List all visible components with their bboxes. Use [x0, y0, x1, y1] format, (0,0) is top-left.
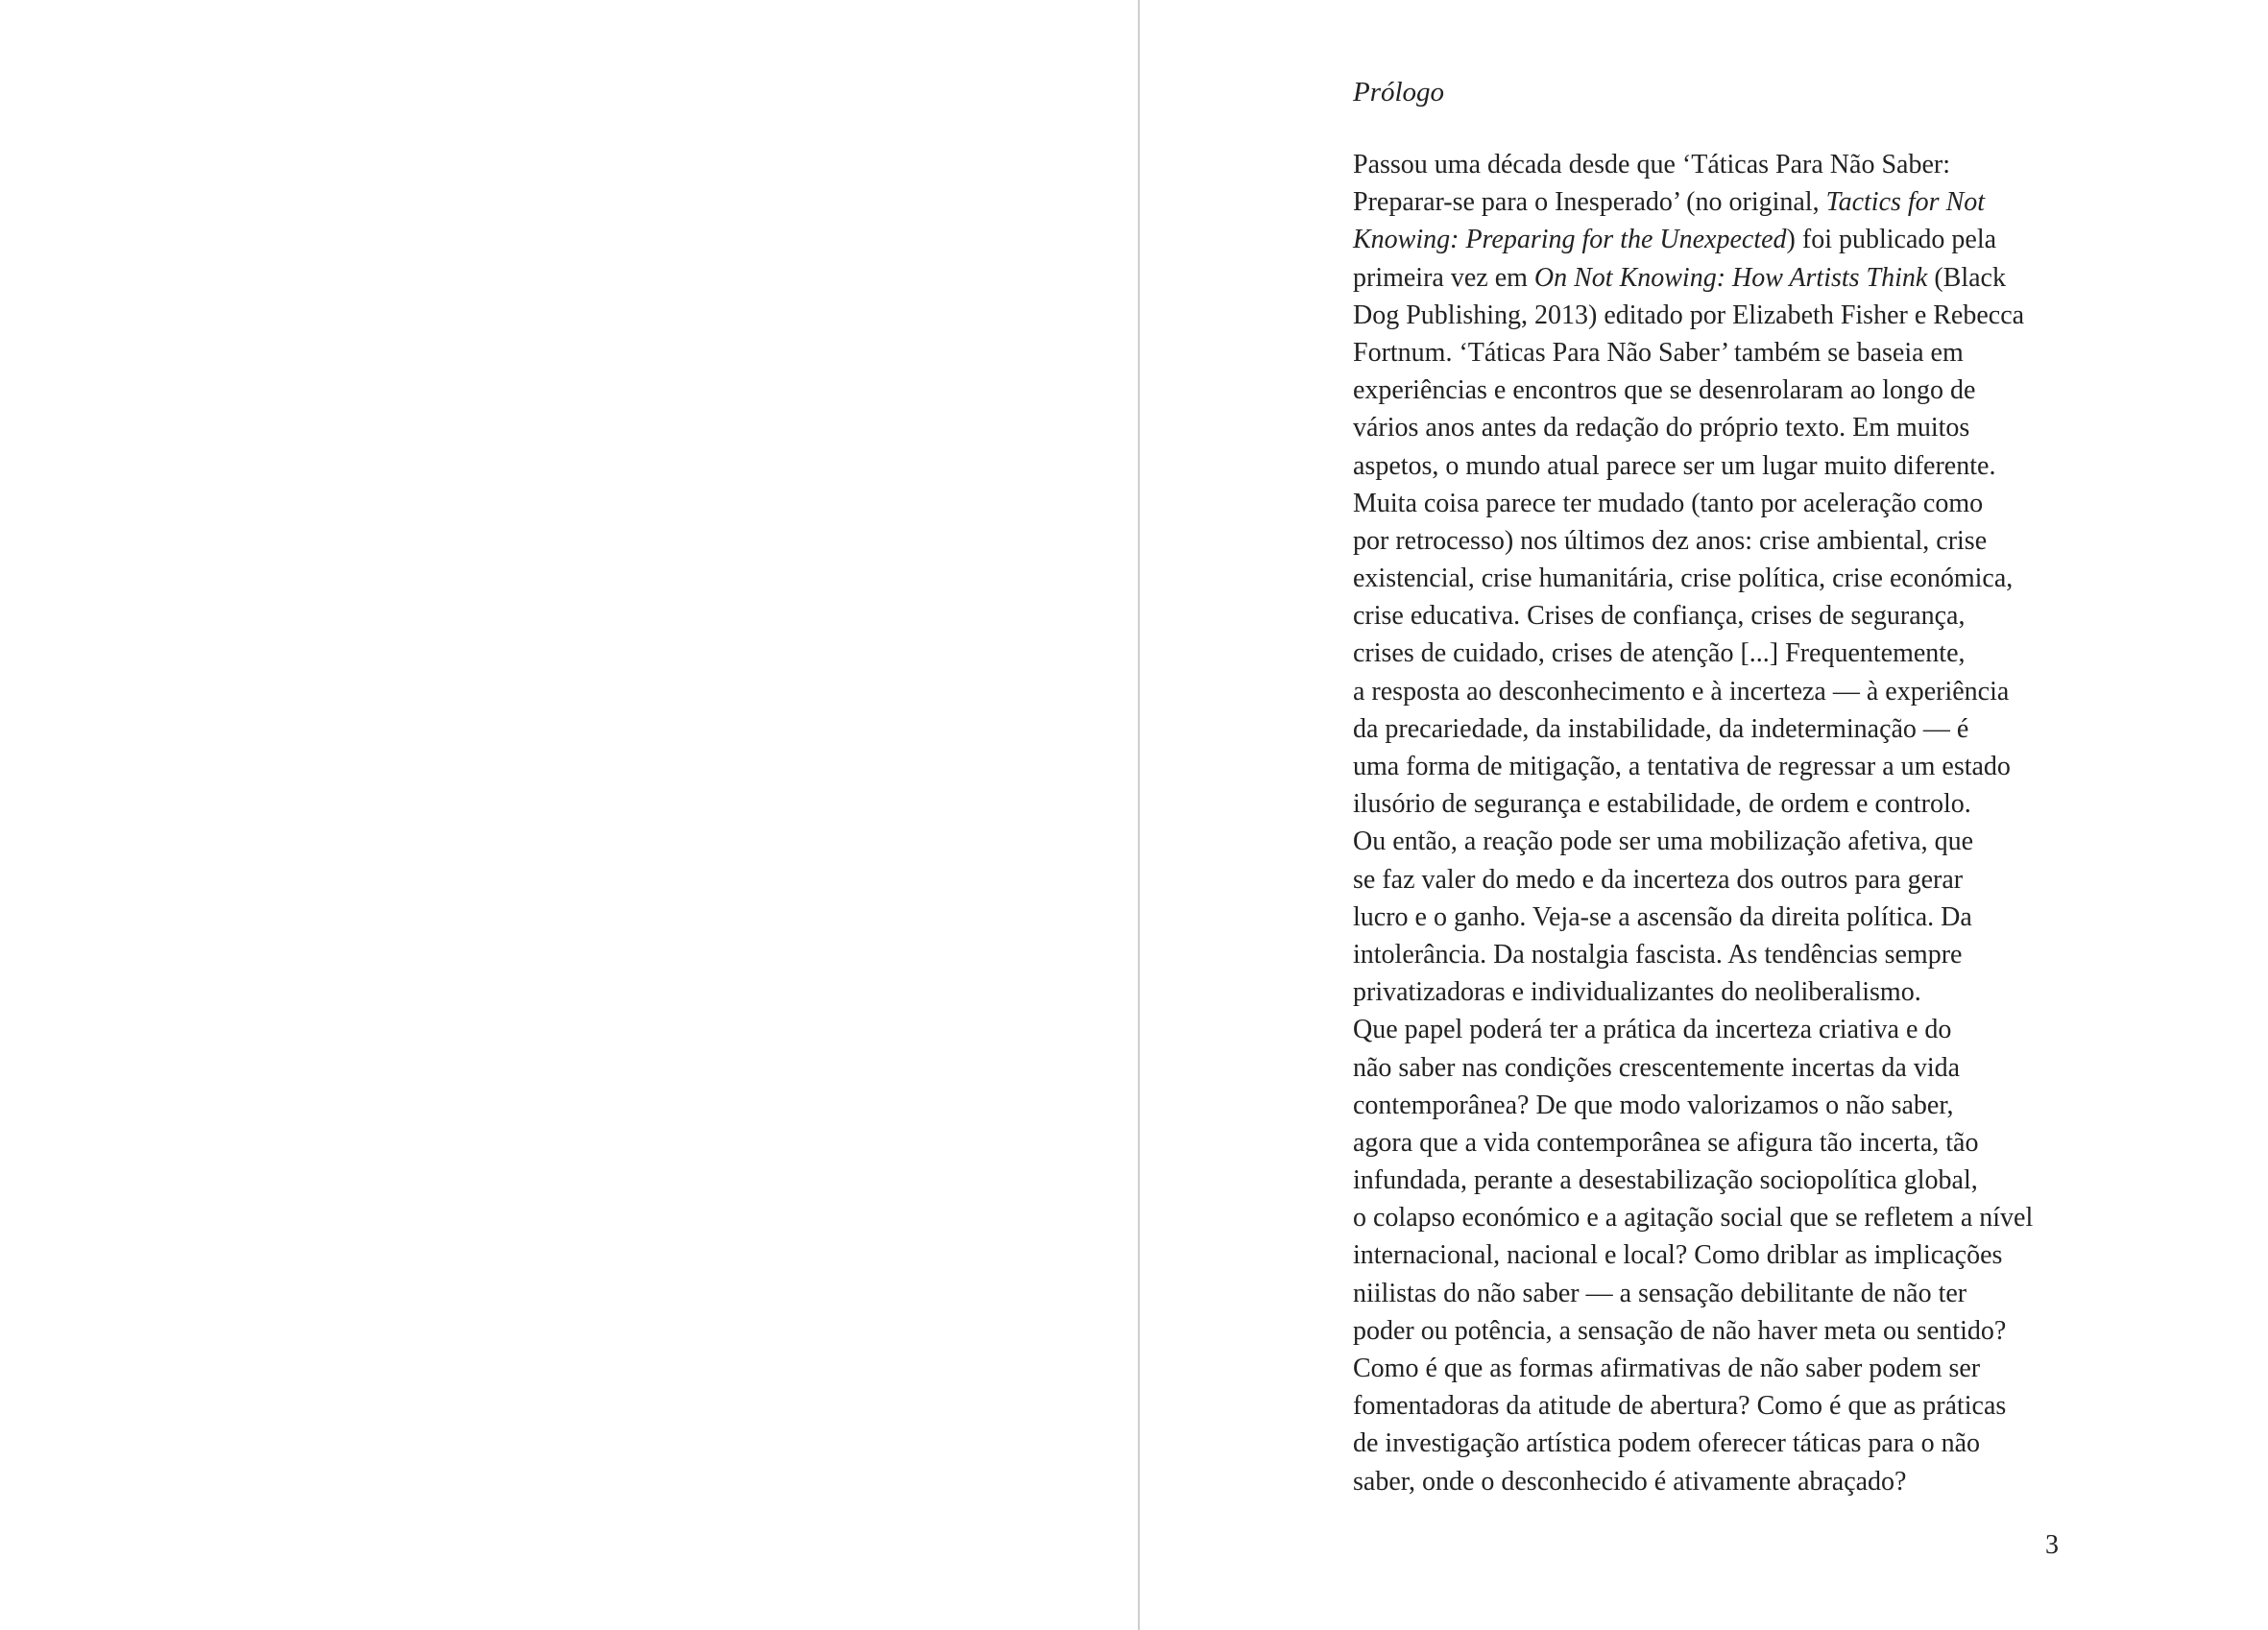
chapter-title: Prólogo: [1353, 77, 1445, 108]
text-run: crises de cuidado, crises de atenção [...] Frequentemente,: [1353, 638, 1966, 669]
text-run: a resposta ao desconhecimento e à incerteza — à experiência: [1353, 676, 2010, 707]
text-line: [1353, 1312, 2044, 1350]
text-run: saber, onde o desconhecido é ativamente abraçado?: [1353, 1466, 1907, 1497]
text-run: experiências e encontros que se desenrolaram ao longo de: [1353, 375, 1976, 406]
text-run: poder ou potência, a sensação de não haver meta ou sentido?: [1353, 1315, 2007, 1346]
text-line: [1353, 1350, 2044, 1387]
text-run: intolerância. Da nostalgia fascista. As tendências sempre: [1353, 939, 1963, 970]
text-run: niilistas do não saber — a sensação debilitante de não ter: [1353, 1278, 1967, 1308]
text-line: [1353, 1011, 2044, 1048]
text-line: [1353, 1425, 2044, 1462]
text-line: [1353, 1387, 2044, 1425]
text-run: ilusório de segurança e estabilidade, de ordem e controlo.: [1353, 789, 1971, 820]
text-run: não saber nas condições crescentemente incertas da vida: [1353, 1052, 1961, 1083]
text-run: existencial, crise humanitária, crise política, crise económica,: [1353, 563, 2014, 594]
text-run: se faz valer do medo e da incerteza dos outros para gerar: [1353, 864, 1964, 895]
right-page: [1140, 0, 2268, 1630]
text-run: Como é que as formas afirmativas de não saber podem ser: [1353, 1354, 1981, 1383]
text-line: [1353, 673, 2044, 710]
text-run: internacional, nacional e local? Como driblar as implicações: [1353, 1240, 2003, 1271]
text-run: Ou então, a reação pode ser uma mobilização afetiva, que: [1353, 827, 1974, 857]
text-run: por retrocesso) nos últimos dez anos: crise ambiental, crise: [1353, 525, 1988, 556]
text-run: crise educativa. Crises de confiança, crises de segurança,: [1353, 601, 1966, 632]
text-line: [1353, 1124, 2044, 1162]
text-line: [1353, 183, 2044, 221]
text-line: [1353, 560, 2044, 597]
text-line: [1353, 936, 2044, 973]
text-line: [1353, 1275, 2044, 1312]
text-run: primeira vez em: [1353, 262, 1534, 293]
text-line: [1353, 748, 2044, 785]
text-run: Dog Publishing, 2013) editado por Elizabeth Fisher e Rebecca: [1353, 300, 2025, 330]
text-line: [1353, 1162, 2044, 1199]
text-run: Que papel poderá ter a prática da incerteza criativa e do: [1353, 1015, 1952, 1045]
text-line: [1353, 597, 2044, 635]
text-line: [1353, 221, 2044, 258]
text-run: de investigação artística podem oferecer táticas para o não: [1353, 1428, 1981, 1459]
text-run: vários anos antes da redação do próprio texto. Em muitos: [1353, 413, 1970, 443]
text-run: aspetos, o mundo atual parece ser um lugar muito diferente.: [1353, 450, 1996, 481]
text-run: privatizadoras e individualizantes do neoliberalismo.: [1353, 977, 1921, 1008]
body-paragraph: [1353, 146, 2044, 1500]
text-run: Preparar-se para o Inesperado’ (no original,: [1353, 187, 1826, 218]
text-line: [1353, 899, 2044, 936]
text-line: [1353, 710, 2044, 748]
text-run: Passou uma década desde que ‘Táticas Para Não Saber:: [1353, 150, 1950, 180]
text-line: [1353, 409, 2044, 446]
page-number: 3: [2045, 1530, 2059, 1560]
text-line: [1353, 861, 2044, 899]
text-line: [1353, 1087, 2044, 1124]
text-line: [1353, 785, 2044, 823]
text-line: [1353, 334, 2044, 372]
text-line: [1353, 259, 2044, 297]
text-line: [1353, 522, 2044, 560]
italic-title-run: On Not Knowing: How Artists Think: [1533, 262, 1928, 293]
text-run: Fortnum. ‘Táticas Para Não Saber’ também se baseia em: [1353, 337, 1964, 368]
text-run: (Black: [1927, 262, 2006, 293]
text-line: [1353, 1199, 2044, 1236]
text-line: [1353, 297, 2044, 334]
text-run: Muita coisa parece ter mudado (tanto por aceleração como: [1353, 488, 1984, 518]
text-run: da precariedade, da instabilidade, da indeterminação — é: [1353, 713, 1969, 744]
text-line: [1353, 823, 2044, 860]
text-line: [1353, 146, 2044, 183]
text-line: [1353, 635, 2044, 672]
text-run: fomentadoras da atitude de abertura? Como é que as práticas: [1353, 1391, 2007, 1422]
text-run: agora que a vida contemporânea se afigura tão incerta, tão: [1353, 1127, 1979, 1158]
text-line: [1353, 1463, 2044, 1500]
italic-title-run: Knowing: Preparing for the Unexpected: [1353, 225, 1787, 255]
text-line: [1353, 447, 2044, 485]
text-run: contemporânea? De que modo valorizamos o não saber,: [1353, 1090, 1954, 1120]
text-run: ) foi publicado pela: [1786, 225, 1997, 255]
text-run: o colapso económico e a agitação social que se refletem a nível: [1353, 1203, 2034, 1234]
text-line: [1353, 1049, 2044, 1087]
text-line: [1353, 485, 2044, 522]
text-line: [1353, 973, 2044, 1011]
text-run: infundada, perante a desestabilização sociopolítica global,: [1353, 1165, 1978, 1196]
italic-title-run: Tactics for Not: [1825, 187, 1986, 218]
text-run: lucro e o ganho. Veja-se a ascensão da direita política. Da: [1353, 901, 1972, 932]
text-line: [1353, 1236, 2044, 1274]
text-line: [1353, 372, 2044, 409]
text-run: uma forma de mitigação, a tentativa de regressar a um estado: [1353, 752, 2011, 781]
